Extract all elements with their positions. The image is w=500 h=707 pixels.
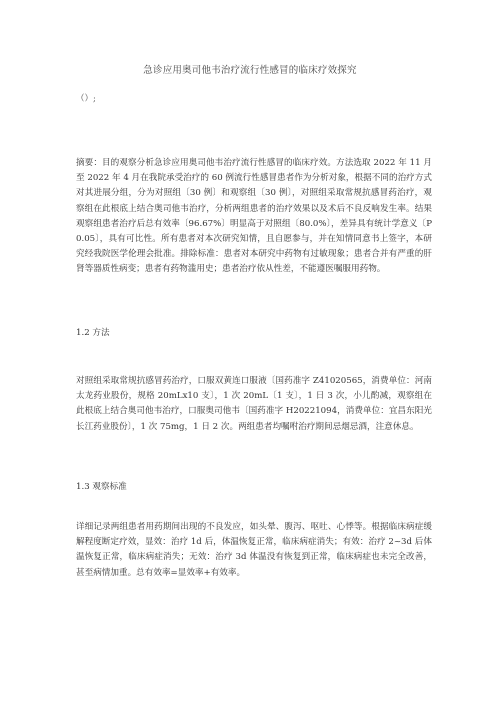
observation-paragraph: 详细记录两组患者用药期间出现的不良发应，如头晕、腹泻、呕吐、心悸等。根据临床病症缓解程度断定疗效，显效：治疗 1d 后，体温恢复正常，临床病症消失；有效：治疗 2~3d 后体温恢复正常，临床病症消失；无效：治疗 3d 体温没有恢复到正常，临床病症也未完全改善，甚至病情加重。总有效率=显效率+有效率。	[76, 522, 432, 578]
section-heading-method: 1.2 方法	[76, 328, 110, 338]
author-line: （）;	[76, 94, 96, 104]
abstract-paragraph: 摘要：目的观察分析急诊应用奥司他韦治疗流行性感冒的临床疗效。方法选取 2022 年 11 月至 2022 年 4 月在我院承受治疗的 60 例流行性感冒患者作为分析对象，根据不同的治疗方式对其进展分组，分为对照组〔30 例〕和观察组〔30 例〕，对照组采取常规抗感冒药治疗，观察组在此根底上结合奥司他韦治疗，分析两组患者的治疗效果以及术后不良反响发生率。结果观察组患者治疗后总有效率〔96.67%〕明显高于对照组〔80.0%〕，差异具有统计学意义〔P0.05〕，具有可比性。所有患者对本次研究知情，且自愿参与，并在知情同意书上签字，本研究经我院医学伦理会批准。排除标准：患者对本研究中药物有过敏现象；患者合并有严重的肝肾等器质性病变；患者有药物滥用史；患者治疗依从性差，不能遵医嘱服用药物。	[76, 158, 432, 275]
document-title: 急诊应用奥司他韦治疗流行性感冒的临床疗效探究	[143, 65, 357, 76]
section-heading-observation: 1.3 观察标准	[76, 482, 127, 492]
method-paragraph: 对照组采取常规抗感冒药治疗，口服双黄连口服液〔国药准字 Z41020565，消费单位：河南太龙药业股份，规格 20mLx10 支〕，1 次 20mL〔1 支〕，1 日 3 次，小儿酌减，观察组在此根底上结合奥司他韦治疗，口服奥司他韦〔国药准字 H20221094，消费单位：宜昌东阳光长江药业股份〕，1 次 75mg，1 日 2 次。两组患者均嘱咐治疗期间忌烟忌酒，注意休息。	[76, 376, 432, 432]
